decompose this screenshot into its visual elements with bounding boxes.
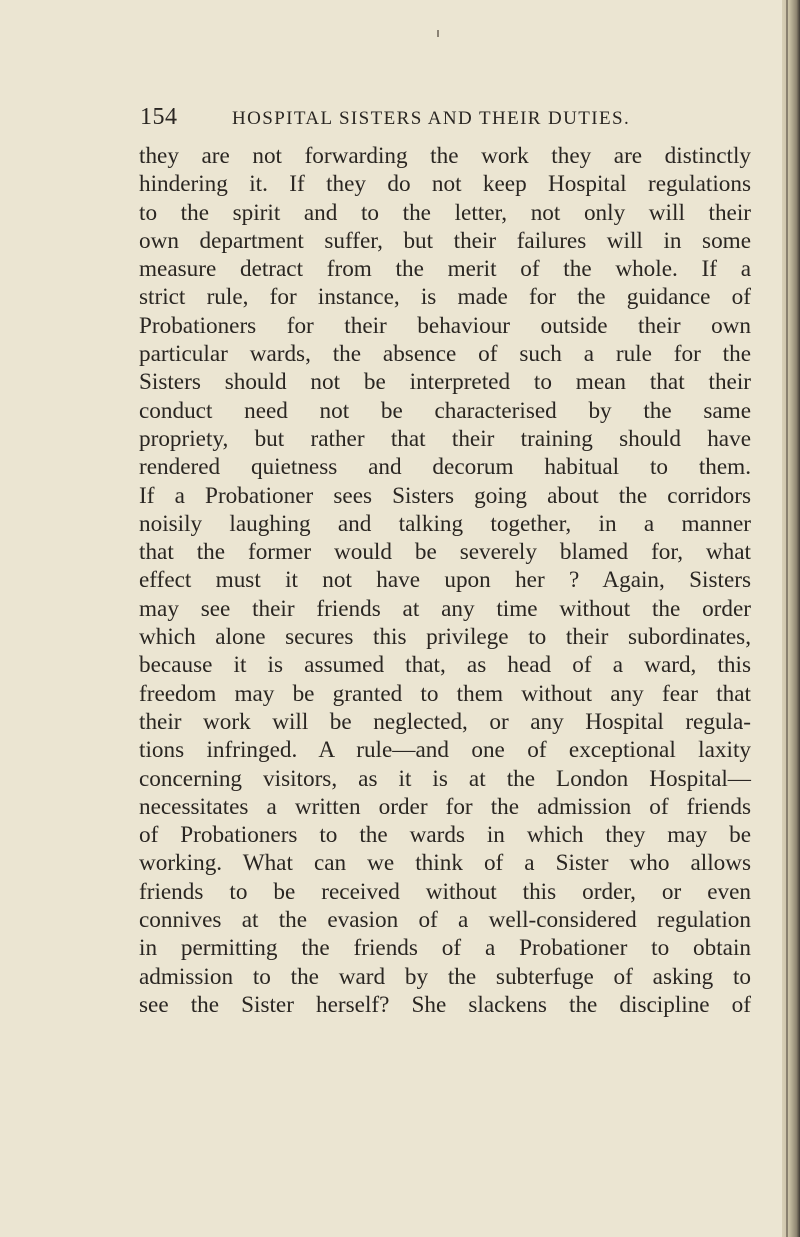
body-text [139, 142, 751, 1019]
text-line: in permitting the friends of a Probationer to obtain [139, 935, 751, 962]
text-line: necessitates a written order for the admission of friends [139, 793, 751, 820]
text-line: conduct need not be characterised by the same [139, 397, 751, 424]
text-line: propriety, but rather that their training should have [139, 425, 751, 452]
text-line: own department suffer, but their failures will in some [139, 227, 751, 254]
text-line: may see their friends at any time without the order [139, 595, 751, 622]
text-line: connives at the evasion of a well-considered regulation [139, 907, 751, 934]
page-number: 154 [140, 104, 178, 130]
text-line: particular wards, the absence of such a rule for the [139, 341, 751, 368]
page-spine-shadow [782, 0, 800, 1237]
text-line: hindering it. If they do not keep Hospital regulations [139, 171, 751, 198]
page-edge-line [786, 0, 788, 1237]
text-line: because it is assumed that, as head of a ward, this [139, 652, 751, 679]
text-line: see the Sister herself? She slackens the discipline of [139, 991, 751, 1018]
print-mark [437, 30, 439, 37]
text-line: to the spirit and to the letter, not only will their [139, 199, 751, 226]
text-line: tions infringed. A rule—and one of exceptional laxity [139, 737, 751, 764]
text-line: Probationers for their behaviour outside their own [139, 312, 751, 339]
text-line: measure detract from the merit of the whole. If a [139, 256, 751, 283]
text-line: If a Probationer sees Sisters going about the corridors [139, 482, 751, 509]
text-line: they are not forwarding the work they are distinctly [139, 143, 751, 169]
text-line: their work will be neglected, or any Hospital regula- [139, 708, 751, 735]
text-line: working. What can we think of a Sister who allows [139, 850, 751, 877]
text-line: concerning visitors, as it is at the London Hospital— [139, 765, 751, 792]
text-line: which alone secures this privilege to their subordinates, [139, 624, 751, 651]
text-line: rendered quietness and decorum habitual to them. [139, 454, 751, 481]
text-line: freedom may be granted to them without any fear that [139, 680, 751, 707]
text-line: admission to the ward by the subterfuge of asking to [139, 963, 751, 990]
text-line: of Probationers to the wards in which they may be [139, 822, 751, 849]
page-header [140, 104, 740, 134]
text-line: strict rule, for instance, is made for the guidance of [139, 284, 751, 311]
text-line: friends to be received without this order, or even [139, 878, 751, 905]
running-title: HOSPITAL SISTERS AND THEIR DUTIES. [232, 108, 631, 129]
text-line: noisily laughing and talking together, in a manner [139, 510, 751, 537]
text-line: effect must it not have upon her ? Again, Sisters [139, 567, 751, 594]
text-line: Sisters should not be interpreted to mean that their [139, 369, 751, 396]
text-line: that the former would be severely blamed for, what [139, 539, 751, 566]
